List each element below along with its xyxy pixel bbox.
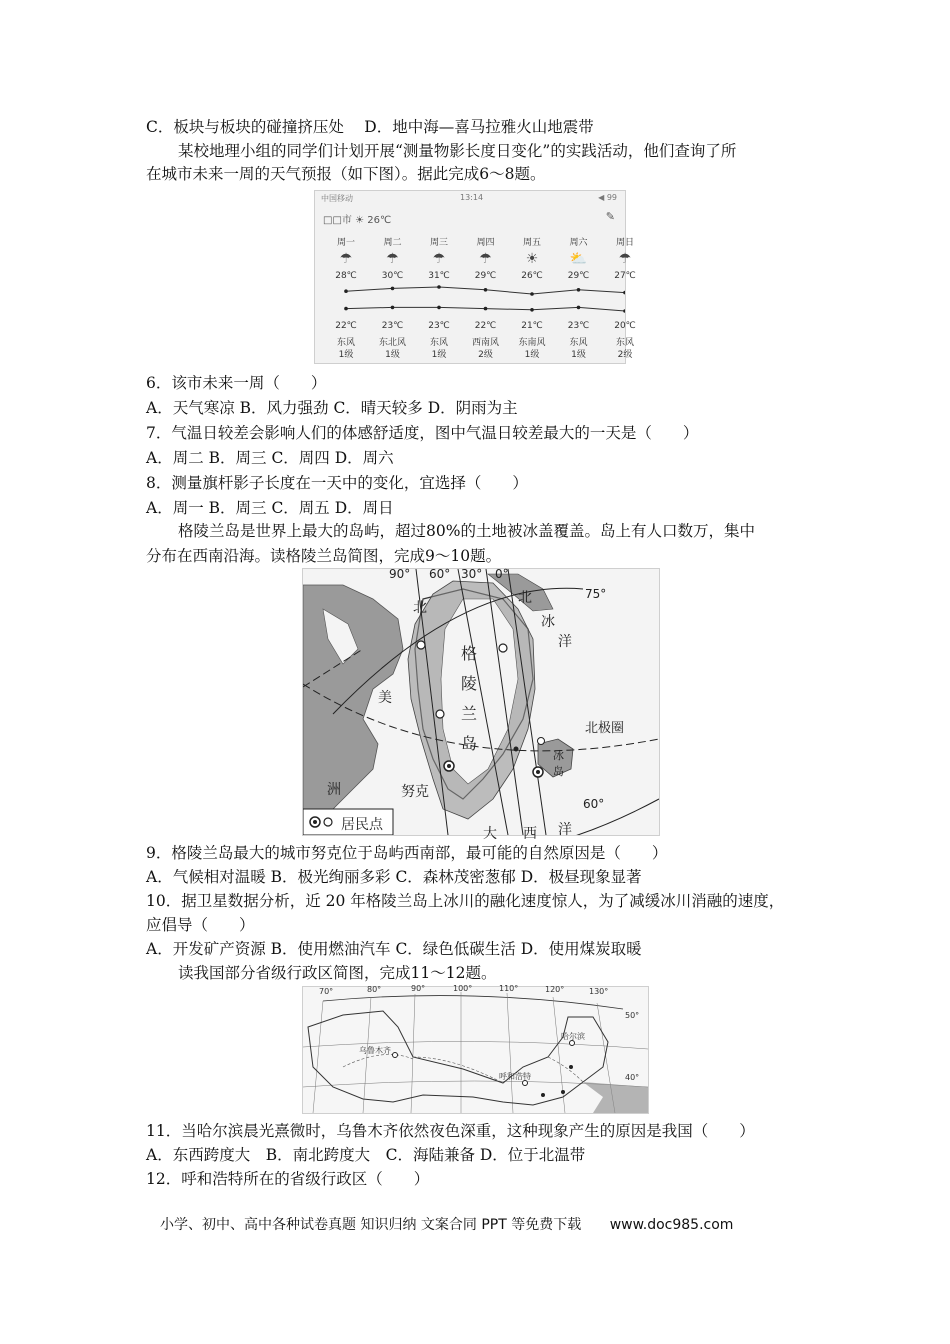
question-11-options: A．东西跨度大 B．南北跨度大 C．海陆兼备 D．位于北温带	[146, 1146, 586, 1164]
battery-label: ◀ 99	[598, 193, 617, 202]
arctic-circle-label: 北极圈	[585, 721, 625, 736]
lo-line-point	[623, 309, 625, 313]
passage-weather-2: 在城市未来一周的天气预报（如下图）。据此完成6～8题。	[146, 165, 546, 183]
question-6: 6．该市未来一周（ ）	[146, 374, 327, 392]
high-temp: 29℃	[474, 271, 497, 281]
day-label: 周五	[522, 238, 541, 248]
hohhot-label: 呼和浩特	[499, 1072, 531, 1081]
rain-icon: ☂	[386, 251, 399, 267]
option-line-c-d: C．板块与板块的碰撞挤压处 D．地中海—喜马拉雅火山地震带	[146, 118, 594, 136]
wind-level: 2级	[617, 350, 633, 360]
high-temp: 26℃	[521, 271, 543, 281]
question-9-options: A．气候相对温暖 B．极光绚丽多彩 C．森林茂密葱郁 D．极昼现象显著	[146, 868, 642, 886]
rain-icon: ☂	[432, 251, 446, 267]
current-temp: 26℃	[367, 215, 392, 226]
wind-level: 1级	[524, 350, 540, 360]
question-7: 7．气温日较差会影响人们的体感舒适度，图中气温日较差最大的一天是（ ）	[146, 424, 699, 442]
rain-icon: ☂	[618, 251, 632, 267]
high-temp: 27℃	[614, 271, 636, 281]
hi-line-point	[530, 292, 534, 296]
label-bing: 冰	[541, 614, 555, 630]
low-temp: 21℃	[521, 321, 543, 331]
greenland-map-drawing	[303, 569, 659, 835]
low-temp: 23℃	[381, 321, 404, 331]
question-6-options: A．天气寒凉 B．风力强劲 C．晴天较多 D．阴雨为主	[146, 399, 518, 417]
lo-line-point	[437, 306, 441, 310]
sun-icon: ☀	[355, 215, 368, 226]
label-bei: 北	[413, 600, 427, 616]
low-temp: 20℃	[614, 321, 636, 331]
china-province-map	[302, 986, 649, 1114]
china-lon-80: 80°	[367, 985, 382, 994]
temperature-lines	[315, 191, 625, 363]
question-10: 10．据卫星数据分析，近 20 年格陵兰岛上冰川的融化速度惊人，为了减缓冰川消融的速度，	[146, 892, 785, 910]
hi-line-point	[344, 289, 348, 293]
low-temp: 23℃	[428, 321, 450, 331]
legend-settlement-label: 居民点	[341, 817, 383, 833]
day-label: 周四	[476, 238, 495, 248]
china-lon-100: 100°	[453, 984, 473, 993]
question-8: 8．测量旗杆影子长度在一天中的变化，宜选择（ ）	[146, 474, 528, 492]
hi-line-point	[623, 291, 625, 295]
question-10-cont: 应倡导（ ）	[146, 916, 255, 934]
label-mei: 美	[378, 690, 392, 706]
wind-direction: 东北风	[378, 338, 406, 348]
weather-forecast-figure	[314, 190, 636, 364]
low-temp: 22℃	[335, 321, 357, 331]
wind-direction: 东南风	[518, 338, 546, 348]
label-iceland-1: 冰	[553, 749, 564, 762]
lo-line-point	[391, 306, 395, 310]
wind-direction: 东风	[429, 338, 448, 348]
passage-greenland-1: 格陵兰岛是世界上最大的岛屿，超过80%的土地被冰盖覆盖。岛上有人口数万，集中	[178, 522, 755, 540]
wind-level: 1级	[338, 350, 354, 360]
hi-line-point	[577, 288, 581, 292]
wind-direction: 东风	[336, 338, 355, 348]
high-temp: 30℃	[381, 271, 404, 281]
china-lon-70: 70°	[319, 987, 334, 996]
label-ling: 陵	[461, 674, 478, 693]
wind-level: 2级	[478, 350, 493, 360]
edit-icon[interactable]: ✎	[605, 210, 615, 223]
harbin-label: 哈尔滨	[561, 1032, 585, 1041]
label-dao: 岛	[461, 734, 478, 753]
lo-line-point	[530, 308, 534, 312]
hi-line-point	[484, 288, 488, 292]
high-temp: 28℃	[335, 271, 357, 281]
label-yang: 洋	[558, 634, 572, 650]
china-lon-90: 90°	[411, 984, 426, 993]
question-10-options: A．开发矿产资源 B．使用燃油汽车 C．绿色低碳生活 D．使用煤炭取暖	[146, 940, 642, 958]
china-lat-40: 40°	[625, 1073, 640, 1082]
wind-level: 1级	[571, 350, 586, 360]
footer-link[interactable]: www.doc985.com	[609, 1217, 734, 1233]
label-bei-2: 北	[518, 590, 532, 606]
day-label: 周一	[336, 238, 355, 248]
label-iceland-2: 岛	[553, 765, 564, 778]
nuuk-label: 努克	[401, 784, 429, 800]
wind-direction: 西南风	[471, 338, 499, 348]
greenland-map	[302, 567, 660, 842]
footer-text: 小学、初中、高中各种试卷真题 知识归纳 文案合同 PPT 等免费下载	[160, 1217, 582, 1233]
hi-line-point	[391, 287, 395, 291]
city-name: □□市	[323, 215, 352, 226]
label-xi: 西	[523, 826, 537, 842]
china-lon-120: 120°	[545, 985, 565, 994]
question-11: 11．当哈尔滨晨光熹微时，乌鲁木齐依然夜色深重，这种现象产生的原因是我国（ ）	[146, 1122, 755, 1140]
wind-level: 1级	[385, 350, 400, 360]
lon-0: 0°	[495, 567, 509, 581]
passage-greenland-2: 分布在西南沿海。读格陵兰岛简图，完成9～10题。	[146, 547, 502, 565]
page-footer	[160, 1214, 733, 1234]
rain-icon: ☂	[339, 251, 353, 267]
passage-china-map: 读我国部分省级行政区简图，完成11～12题。	[178, 964, 497, 982]
lat-60: 60°	[583, 797, 605, 811]
day-label: 周二	[383, 238, 402, 248]
question-9: 9．格陵兰岛最大的城市努克位于岛屿西南部，最可能的自然原因是（ ）	[146, 844, 668, 862]
day-label: 周日	[615, 238, 634, 248]
label-zhou: 洲	[327, 782, 341, 798]
low-temp: 22℃	[474, 321, 497, 331]
hi-line-point	[437, 285, 441, 289]
high-temp: 31℃	[428, 271, 450, 281]
china-lat-50: 50°	[625, 1011, 640, 1020]
wind-direction: 东风	[615, 338, 634, 348]
clock-label: 13:14	[460, 193, 484, 202]
passage-weather-1: 某校地理小组的同学们计划开展“测量物影长度日变化”的实践活动，他们查询了所	[178, 142, 737, 160]
carrier-label: 中国移动	[321, 194, 353, 203]
low-temp: 23℃	[567, 321, 590, 331]
lon-30: 30°	[461, 567, 483, 581]
wind-direction: 东风	[569, 338, 588, 348]
question-8-options: A．周一 B．周三 C．周五 D．周日	[146, 499, 394, 517]
high-temp: 29℃	[567, 271, 590, 281]
lon-60: 60°	[429, 567, 451, 581]
partly-cloudy-icon: ⛅	[569, 251, 588, 267]
label-yang-2: 洋	[558, 822, 572, 838]
china-lon-130: 130°	[589, 987, 609, 996]
label-da: 大	[483, 826, 497, 842]
day-label: 周六	[569, 238, 588, 248]
china-map-drawing	[303, 987, 648, 1113]
label-ge: 格	[461, 644, 478, 663]
lon-90: 90°	[389, 567, 411, 581]
urumqi-label: 乌鲁木齐	[359, 1046, 391, 1055]
wind-level: 1级	[431, 350, 447, 360]
rain-icon: ☂	[479, 251, 492, 267]
label-lan: 兰	[461, 704, 478, 723]
day-label: 周三	[429, 238, 448, 248]
sun-icon: ☀	[525, 251, 539, 267]
question-7-options: A．周二 B．周三 C．周四 D．周六	[146, 449, 394, 467]
question-12: 12．呼和浩特所在的省级行政区（ ）	[146, 1170, 430, 1188]
lat-75: 75°	[585, 587, 607, 601]
lo-line-point	[484, 307, 488, 311]
lo-line-point	[577, 306, 581, 310]
china-lon-110: 110°	[499, 984, 519, 993]
lo-line-point	[344, 307, 348, 311]
